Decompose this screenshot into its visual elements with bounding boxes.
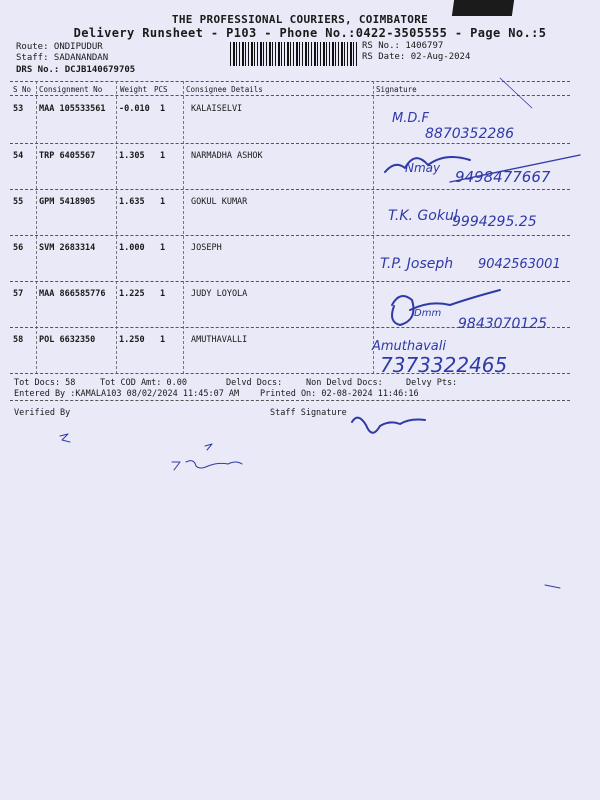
phone-58: 7373322465 [380, 353, 508, 377]
phone-57: 9843070125 [458, 316, 548, 332]
row-consignee: GOKUL KUMAR [191, 197, 248, 207]
row-consignment: POL 6632350 [39, 335, 96, 345]
row-pcs: 1 [160, 289, 166, 299]
column-divider [116, 81, 117, 374]
total-cod-amount: Tot COD Amt: 0.00 [100, 378, 187, 388]
signature-54-scrawl [385, 157, 470, 172]
row-consignee: KALAISELVI [191, 104, 243, 114]
row-consignee: NARMADHA ASHOK [191, 151, 263, 161]
row-sno: 53 [13, 104, 24, 114]
row-weight: 1.305 [119, 151, 145, 161]
row-pcs: 1 [160, 335, 166, 345]
table-top-rule [10, 81, 570, 82]
signature-53: M.D.F [392, 111, 429, 126]
row-consignment: SVM 2683314 [39, 243, 96, 253]
phone-54: 9498477667 [455, 168, 551, 186]
total-docs: Tot Docs: 58 [14, 378, 76, 388]
signature-57: Dmm [414, 308, 442, 319]
row-consignment: MAA 105533561 [39, 104, 106, 114]
row-rule [10, 327, 570, 328]
delivery-points: Delvy Pts: [406, 378, 458, 388]
runsheet-title: Delivery Runsheet - P103 - Phone No.:0422-3505555 - Page No.:5 [73, 26, 547, 40]
row-weight: 1.000 [119, 243, 145, 253]
barcode [230, 42, 357, 66]
staff-label: Staff: SADANANDAN [16, 53, 109, 63]
row-rule [10, 143, 570, 144]
row-weight: 1.250 [119, 335, 145, 345]
signature-56: T.P. Joseph [380, 256, 454, 272]
row-sno: 56 [13, 243, 24, 253]
row-pcs: 1 [160, 197, 166, 207]
phone-55: 9994295.25 [452, 214, 537, 230]
row-sno: 55 [13, 197, 24, 207]
table-bottom-rule [10, 373, 570, 374]
verified-scribble [172, 461, 242, 470]
column-divider [36, 81, 37, 374]
rs-number: RS No.: 1406797 [362, 41, 444, 51]
row-pcs: 1 [160, 104, 166, 114]
entered-by: Entered By :KAMALA103 08/02/2024 11:45:07 AM [14, 389, 240, 399]
row-pcs: 1 [160, 243, 166, 253]
row-consignment: GPM 5418905 [39, 197, 96, 207]
row-sno: 57 [13, 289, 24, 299]
row-weight: 1.635 [119, 197, 145, 207]
signature-54: Nmay [405, 161, 441, 175]
verified-mark [205, 444, 212, 450]
printed-on: Printed On: 02-08-2024 11:46:16 [260, 389, 419, 399]
phone-56: 9042563001 [478, 257, 561, 272]
row-consignee: JOSEPH [191, 243, 222, 253]
column-divider [183, 81, 184, 374]
signature-55: T.K. Gokul [388, 208, 458, 224]
row-rule [10, 235, 570, 236]
row-rule [10, 189, 570, 190]
company-title: THE PROFESSIONAL COURIERS, COIMBATORE [171, 13, 429, 26]
stray-mark [500, 78, 532, 108]
drs-number: DRS No.: DCJB140679705 [16, 65, 136, 75]
phone-53: 8870352286 [425, 126, 515, 142]
row-pcs: 1 [160, 151, 166, 161]
row-consignment: TRP 6405567 [39, 151, 96, 161]
signature-57-scrawl [392, 290, 500, 325]
row-weight: 1.225 [119, 289, 145, 299]
header-signature: Signature [376, 85, 417, 94]
header-consignment: Consignment No [39, 85, 103, 94]
row-rule [10, 281, 570, 282]
staff-signature-label: Staff Signature [270, 408, 347, 418]
verified-by-label: Verified By [14, 408, 71, 418]
row-weight: -0.010 [119, 104, 150, 114]
route-label: Route: ONDIPUDUR [16, 42, 103, 52]
footer-rule [10, 400, 570, 401]
margin-mark [545, 585, 560, 588]
strike-line [450, 155, 580, 182]
row-consignee: AMUTHAVALLI [191, 335, 248, 345]
non-delivered-docs: Non Delvd Docs: [306, 378, 383, 388]
staff-signature-scrawl [352, 418, 425, 433]
delivered-docs: Delvd Docs: [226, 378, 283, 388]
column-divider [373, 81, 374, 374]
row-consignee: JUDY LOYOLA [191, 289, 248, 299]
header-consignee: Consignee Details [186, 85, 263, 94]
row-sno: 58 [13, 335, 24, 345]
header-rule [10, 95, 570, 96]
row-sno: 54 [13, 151, 24, 161]
row-consignment: MAA 866585776 [39, 289, 106, 299]
signature-58: Amuthavali [372, 339, 446, 354]
rs-date: RS Date: 02-Aug-2024 [362, 52, 471, 62]
header-weight: Weight [120, 85, 148, 94]
header-sno: S No [13, 85, 32, 94]
header-pcs: PCS [154, 85, 168, 94]
verified-mark [60, 434, 70, 442]
